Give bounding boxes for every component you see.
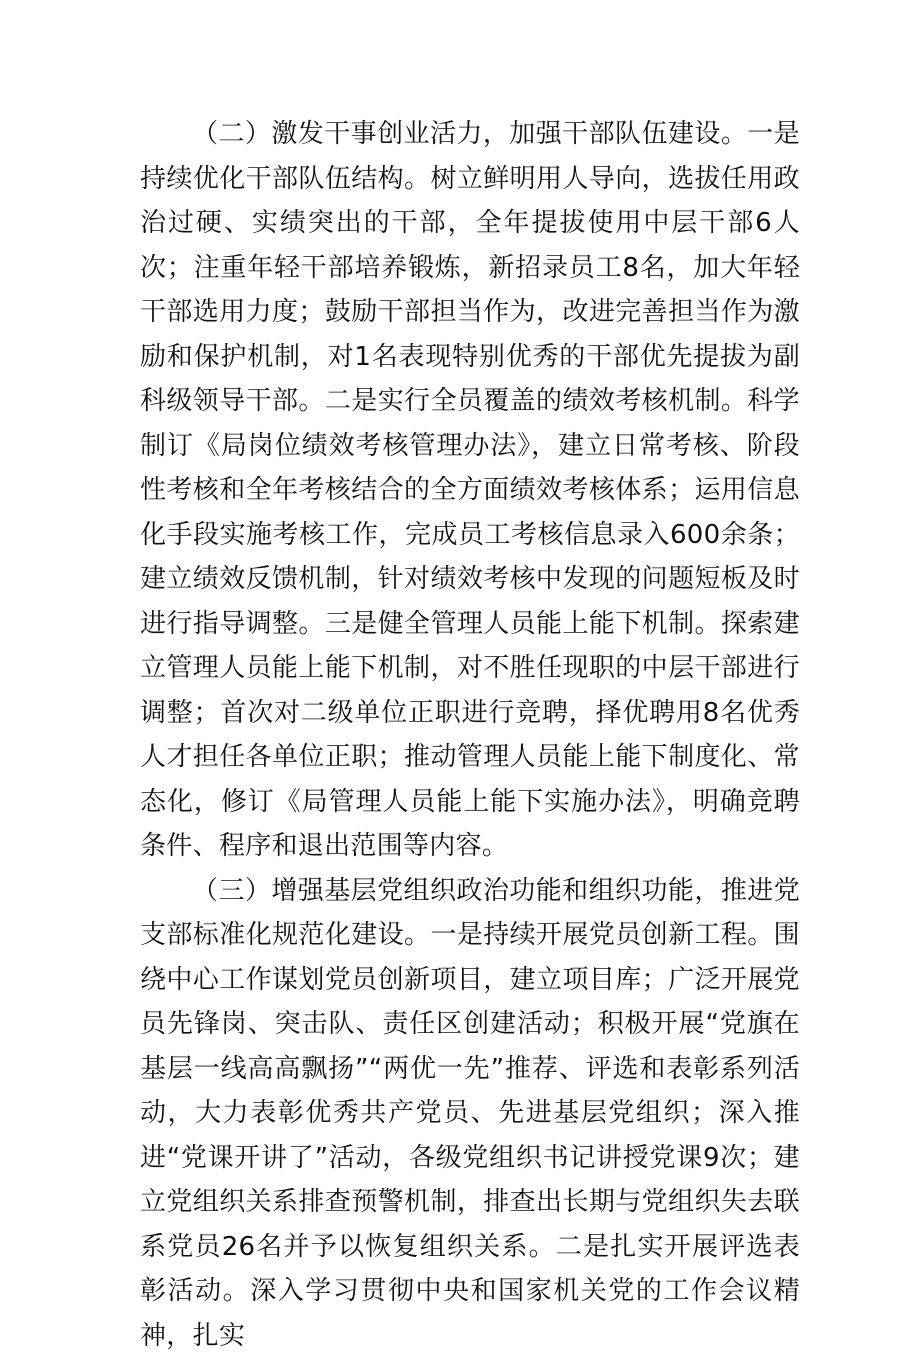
paragraph-cadre-team: （二）激发干事创业活力，加强干部队伍建设。一是持续优化干部队伍结构。树立鲜明用人导向，选拔任用政治过硬、实绩突出的干部，全年提拔使用中层干部6人次；注重年轻干部培养锻炼，新招录员工8名，加大年轻干部选用力度；鼓励干部担当作为，改进完善担当作为激励和保护机制，对1名表现特别优秀的干部优先提拔为副科级领导干部。二是实行全员覆盖的绩效考核机制。科学制订《局岗位绩效考核管理办法》，建立日常考核、阶段性考核和全年考核结合的全方面绩效考核体系；运用信息化手段实施考核工作，完成员工考核信息录入600余条；建立绩效反馈机制，针对绩效考核中发现的问题短板及时进行指导调整。三是健全管理人员能上能下机制。探索建立管理人员能上能下机制，对不胜任现职的中层干部进行调整；首次对二级单位正职进行竞聘，择优聘用8名优秀人才担任各单位正职；推动管理人员能上能下制度化、常态化，修订《局管理人员能上能下实施办法》，明确竞聘条件、程序和退出范围等内容。 <box>140 112 800 869</box>
paragraph-party-branch: （三）增强基层党组织政治功能和组织功能，推进党支部标准化规范化建设。一是持续开展党员创新工程。围绕中心工作谋划党员创新项目，建立项目库；广泛开展党员先锋岗、突击队、责任区创建活动；积极开展“党旗在基层一线高高飘扬”“两优一先”推荐、评选和表彰系列活动，大力表彰优秀共产党员、先进基层党组织；深入推进“党课开讲了”活动，各级党组织书记讲授党课9次；建立党组织关系排查预警机制，排查出长期与党组织失去联系党员26名并予以恢复组织关系。二是扎实开展评选表彰活动。深入学习贯彻中央和国家机关党的工作会议精神，扎实 <box>140 869 800 1358</box>
document-body <box>140 112 800 1358</box>
